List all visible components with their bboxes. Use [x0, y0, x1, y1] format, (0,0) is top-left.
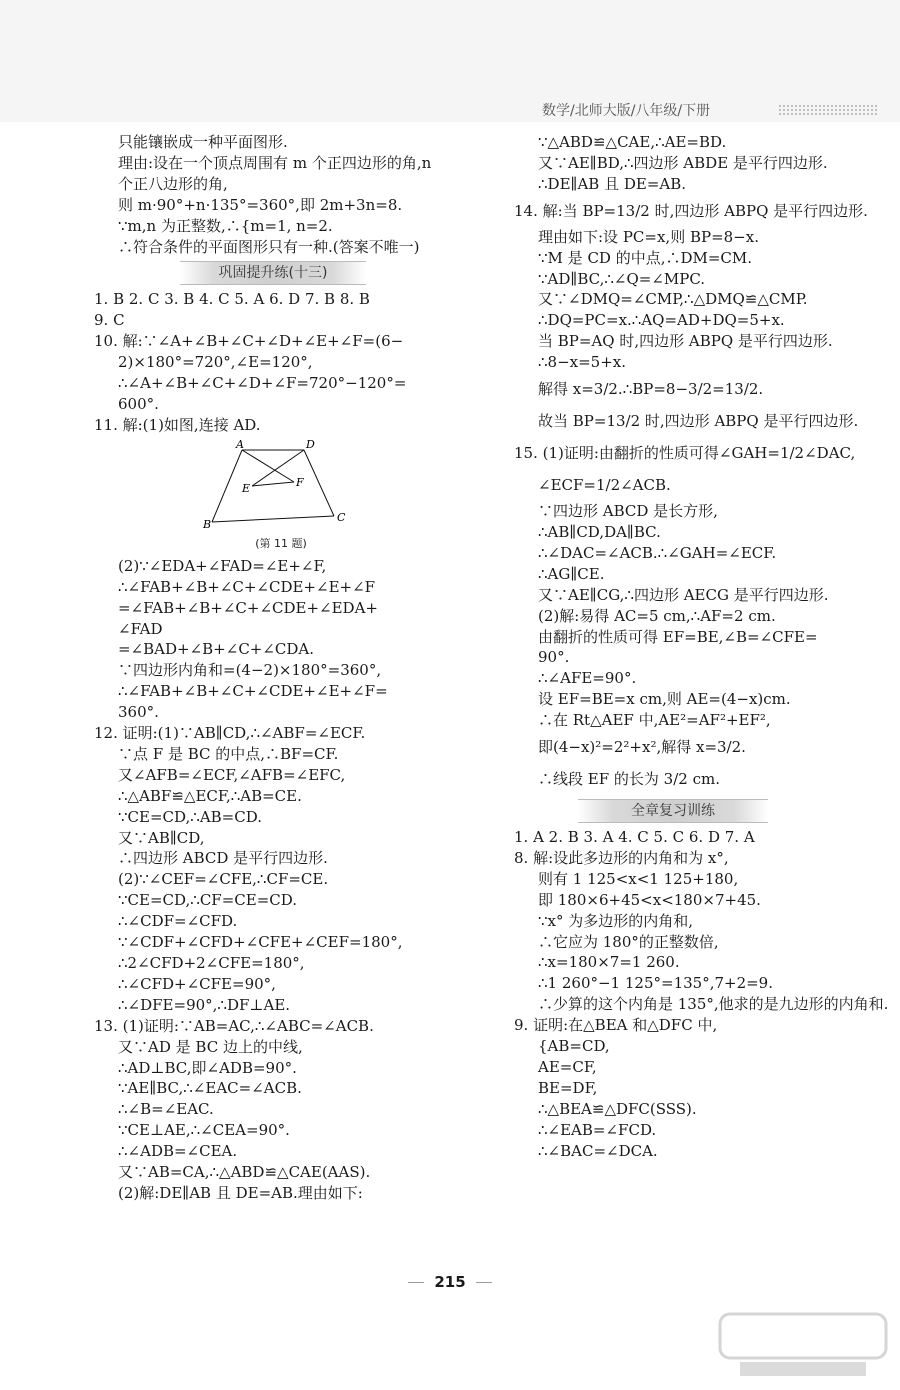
text-line: ∴∠ADB=∠CEA. [118, 1142, 238, 1161]
text-line: ∵x° 为多边形的内角和, [538, 911, 694, 930]
text-line: ∵CE=CD,∴CF=CE=CD. [118, 891, 298, 910]
text-line: (2)解:DE∥AB 且 DE=AB.理由如下: [118, 1183, 363, 1202]
text-line: 14. 解:当 BP=13/2 时,四边形 ABPQ 是平行四边形. [514, 201, 868, 220]
text-line: 2)×180°=720°,∠E=120°, [118, 353, 313, 372]
figure-label-a: A [236, 437, 244, 451]
text-line: ∵M 是 CD 的中点,∴DM=CM. [538, 248, 753, 267]
text-line: =∠FAB+∠B+∠C+∠CDE+∠EDA+ [118, 598, 378, 617]
text-line: ∴AD⊥BC,即∠ADB=90°. [118, 1058, 297, 1077]
text-line: ∵AD∥BC,∴∠Q=∠MPC. [538, 269, 706, 288]
text-line: ∵四边形内角和=(4−2)×180°=360°, [118, 661, 382, 680]
text-line: (2)解:易得 AC=5 cm,∴AF=2 cm. [538, 606, 776, 625]
text-line: 则 m·90°+n·135°=360°,即 2m+3n=8. [118, 195, 403, 214]
text-line: ∴少算的这个内角是 135°,他求的是九边形的内角和. [538, 995, 889, 1014]
text-line: 8. 解:设此多边形的内角和为 x°, [514, 848, 729, 867]
text-line: ∴∠A+∠B+∠C+∠D+∠F=720°−120°= [118, 374, 407, 393]
right-lines-a [514, 132, 884, 795]
text-line: 由翻折的性质可得 EF=BE,∠B=∠CFE= [538, 627, 818, 646]
text-line: 360°. [118, 703, 159, 722]
text-line: 9. 证明:在△BEA 和△DFC 中, [514, 1016, 718, 1035]
text-line: 理由如下:设 PC=x,则 BP=8−x. [538, 227, 759, 246]
text-line: 即 180×6+45<x<180×7+45. [538, 890, 761, 909]
figure-label-e: E [242, 481, 251, 495]
text-line: 9. C [94, 311, 125, 330]
footer-dash-right [476, 1282, 492, 1283]
header-dot-pattern [778, 104, 878, 116]
text-line: ∴∠EAB=∠FCD. [538, 1120, 657, 1139]
text-line: 故当 BP=13/2 时,四边形 ABPQ 是平行四边形. [538, 412, 859, 431]
text-line: {AB=CD, [538, 1037, 610, 1056]
text-line: ∵CE⊥AE,∴∠CEA=90°. [118, 1121, 290, 1140]
text-line: 11. 解:(1)如图,连接 AD. [94, 415, 261, 434]
text-line: ∵点 F 是 BC 的中点,∴BF=CF. [118, 744, 339, 763]
text-line: 12. 证明:(1)∵AB∥CD,∴∠ABF=∠ECF. [94, 724, 366, 743]
text-line: 则有 1 125<x<1 125+180, [538, 869, 739, 888]
text-line: ∴8−x=5+x. [538, 353, 627, 372]
text-line: 13. (1)证明:∵AB=AC,∴∠ABC=∠ACB. [94, 1016, 374, 1035]
text-line: ∴∠DAC=∠ACB.∴∠GAH=∠ECF. [538, 543, 777, 562]
text-line: ∴∠CFD+∠CFE=90°, [118, 974, 276, 993]
text-line: 只能镶嵌成一种平面图形. [118, 133, 288, 151]
text-line: ∴AB∥CD,DA∥BC. [538, 522, 661, 541]
figure-edge-bc [212, 516, 334, 522]
figure-edge-ab [212, 450, 242, 522]
figure-q11 [203, 437, 362, 531]
figure-caption: (第 11 题) [255, 536, 307, 550]
figure-edge-dc [304, 450, 334, 516]
text-line: ∵AE∥BC,∴∠EAC=∠ACB. [118, 1079, 302, 1098]
text-line: ∴∠AFE=90°. [538, 669, 637, 688]
page-number: 215 [434, 1273, 466, 1291]
watermark-logo [716, 1310, 890, 1382]
text-line: 理由:设在一个顶点周围有 m 个正四边形的角,n [118, 153, 432, 172]
text-line: ∵四边形 ABCD 是长方形, [538, 502, 718, 521]
text-line: ∴△ABF≌△ECF,∴AB=CE. [118, 786, 302, 805]
page-number-footer [0, 1273, 900, 1291]
text-line: 90°. [538, 648, 570, 667]
text-line: 当 BP=AQ 时,四边形 ABPQ 是平行四边形. [538, 332, 833, 351]
text-line: ∴∠FAB+∠B+∠C+∠CDE+∠E+∠F [118, 577, 376, 596]
right-lines-b [514, 827, 889, 1162]
text-line: 又∵AB∥CD, [118, 828, 205, 847]
text-line: 即(4−x)²=2²+x²,解得 x=3/2. [538, 738, 746, 757]
text-line: ∴线段 EF 的长为 3/2 cm. [538, 770, 720, 789]
text-line: ∴它应为 180°的正整数倍, [538, 932, 719, 951]
left-lines-a [94, 132, 468, 257]
figure-label-f: F [296, 475, 304, 489]
text-line: ∵m,n 为正整数,∴{m=1, n=2. [118, 216, 333, 235]
text-line: ∠ECF=1/2∠ACB. [538, 476, 671, 495]
text-line: =∠BAD+∠B+∠C+∠CDA. [118, 640, 315, 659]
text-line: ∴∠DFE=90°,∴DF⊥AE. [118, 995, 291, 1014]
text-line: ∴∠FAB+∠B+∠C+∠CDE+∠E+∠F= [118, 682, 388, 701]
text-line: 1. B 2. C 3. B 4. C 5. A 6. D 7. B 8. B [94, 290, 370, 309]
text-line: ∴△BEA≌△DFC(SSS). [538, 1099, 697, 1118]
text-line: 又∵∠DMQ=∠CMP,∴△DMQ≌△CMP. [538, 290, 808, 309]
figure-edge-ef [252, 482, 294, 486]
text-line: 个正八边形的角, [118, 174, 228, 193]
header-band [0, 0, 900, 122]
footer-dash-left [408, 1282, 424, 1283]
text-line: 15. (1)证明:由翻折的性质可得∠GAH=1/2∠DAC, [514, 444, 856, 463]
figure-label-d: D [306, 437, 315, 451]
text-line: BE=DF, [538, 1078, 598, 1097]
left-lines-b [94, 289, 468, 435]
text-line: 设 EF=BE=x cm,则 AE=(4−x)cm. [538, 690, 791, 709]
text-line: ∴∠CDF=∠CFD. [118, 912, 238, 931]
running-head: 数学/北师大版/八年级/下册 [542, 103, 711, 119]
text-line: 10. 解:∵∠A+∠B+∠C+∠D+∠E+∠F=(6− [94, 332, 404, 351]
text-line: ∴AG∥CE. [538, 564, 605, 583]
text-line: ∵∠CDF+∠CFD+∠CFE+∠CEF=180°, [118, 933, 403, 952]
text-line: ∴DQ=PC=x.∴AQ=AD+DQ=5+x. [538, 311, 785, 330]
left-column [94, 132, 468, 1204]
text-line: ∴2∠CFD+2∠CFE=180°, [118, 954, 305, 972]
text-line: ∵CE=CD,∴AB=CD. [118, 807, 262, 826]
text-line: ∴∠B=∠EAC. [118, 1100, 214, 1119]
text-line: 又∠AFB=∠ECF,∠AFB=∠EFC, [118, 765, 346, 784]
text-line: 又∵AB=CA,∴△ABD≌△CAE(AAS). [118, 1163, 371, 1182]
text-line: (2)∵∠EDA+∠FAD=∠E+∠F, [118, 556, 327, 575]
text-line: ∵△ABD≌△CAE,∴AE=BD. [538, 133, 727, 151]
text-line: 1. A 2. B 3. A 4. C 5. C 6. D 7. A [514, 828, 755, 847]
text-line: ∴在 Rt△AEF 中,AE²=AF²+EF², [538, 711, 771, 730]
text-line: ∴x=180×7=1 260. [538, 953, 680, 972]
text-line: 又∵AE∥BD,∴四边形 ABDE 是平行四边形. [538, 153, 828, 172]
figure-label-b: B [203, 517, 212, 531]
text-line: ∴DE∥AB 且 DE=AB. [538, 174, 687, 193]
text-line: AE=CF, [538, 1058, 597, 1076]
text-line: ∴符合条件的平面图形只有一种.(答案不唯一) [118, 237, 420, 256]
text-line: 600°. [118, 394, 159, 413]
text-line: ∠FAD [118, 619, 163, 638]
section-banner-consolidate: 巩固提升练(十三) [180, 261, 366, 285]
text-line: ∴四边形 ABCD 是平行四边形. [118, 849, 328, 868]
text-line: 又∵AE∥CG,∴四边形 AECG 是平行四边形. [538, 585, 829, 604]
right-column [514, 132, 889, 1162]
left-lines-c [94, 556, 468, 1204]
text-line: 又∵AD 是 BC 边上的中线, [118, 1037, 303, 1056]
figure-edge-af [242, 450, 294, 482]
section-banner-chapter-review: 全章复习训练 [578, 799, 768, 823]
text-line: ∴1 260°−1 125°=135°,7+2=9. [538, 974, 773, 993]
figure-label-c: C [337, 510, 346, 524]
text-line: 解得 x=3/2.∴BP=8−3/2=13/2. [538, 380, 764, 399]
text-line: ∴∠BAC=∠DCA. [538, 1141, 658, 1160]
text-line: (2)∵∠CEF=∠CFE,∴CF=CE. [118, 870, 329, 889]
